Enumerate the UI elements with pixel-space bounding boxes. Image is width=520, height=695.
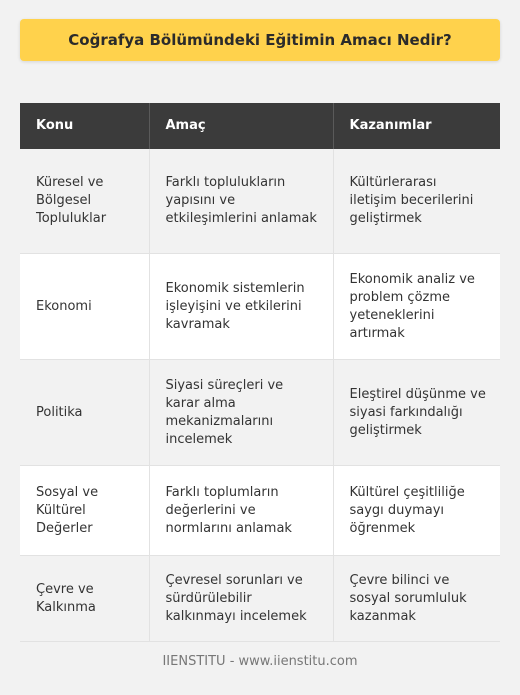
- cell-topic: Ekonomi: [20, 254, 149, 360]
- column-header-amac: Amaç: [149, 103, 333, 149]
- cell-outcome: Kültürlerarası iletişim becerilerini geliştirmek: [333, 149, 500, 254]
- cell-outcome: Ekonomik analiz ve problem çözme yeteneklerini artırmak: [333, 254, 500, 360]
- column-header-kazanimlar: Kazanımlar: [333, 103, 500, 149]
- cell-outcome: Eleştirel düşünme ve siyasi farkındalığı geliştirmek: [333, 360, 500, 466]
- page-title: Coğrafya Bölümündeki Eğitimin Amacı Nedir?: [68, 31, 452, 49]
- title-banner: [20, 19, 500, 61]
- table-row: [20, 556, 500, 642]
- cell-outcome: Çevre bilinci ve sosyal sorumluluk kazanmak: [333, 556, 500, 642]
- cell-topic: Küresel ve Bölgesel Topluluklar: [20, 149, 149, 254]
- cell-outcome: Kültürel çeşitliliğe saygı duymayı öğrenmek: [333, 466, 500, 556]
- table-row: [20, 360, 500, 466]
- cell-goal: Farklı toplumların değerlerini ve normlarını anlamak: [149, 466, 333, 556]
- cell-topic: Sosyal ve Kültürel Değerler: [20, 466, 149, 556]
- cell-topic: Politika: [20, 360, 149, 466]
- table-header-row: [20, 103, 500, 149]
- cell-goal: Farklı toplulukların yapısını ve etkileşimlerini anlamak: [149, 149, 333, 254]
- footer-credit: IIENSTITU - www.iienstitu.com: [162, 654, 358, 669]
- table-row: [20, 254, 500, 360]
- cell-topic: Çevre ve Kalkınma: [20, 556, 149, 642]
- column-header-konu: Konu: [20, 103, 149, 149]
- cell-goal: Çevresel sorunları ve sürdürülebilir kalkınmayı incelemek: [149, 556, 333, 642]
- table-row: [20, 149, 500, 254]
- table-row: [20, 466, 500, 556]
- goals-table: [20, 103, 500, 642]
- cell-goal: Siyasi süreçleri ve karar alma mekanizmalarını incelemek: [149, 360, 333, 466]
- cell-goal: Ekonomik sistemlerin işleyişini ve etkilerini kavramak: [149, 254, 333, 360]
